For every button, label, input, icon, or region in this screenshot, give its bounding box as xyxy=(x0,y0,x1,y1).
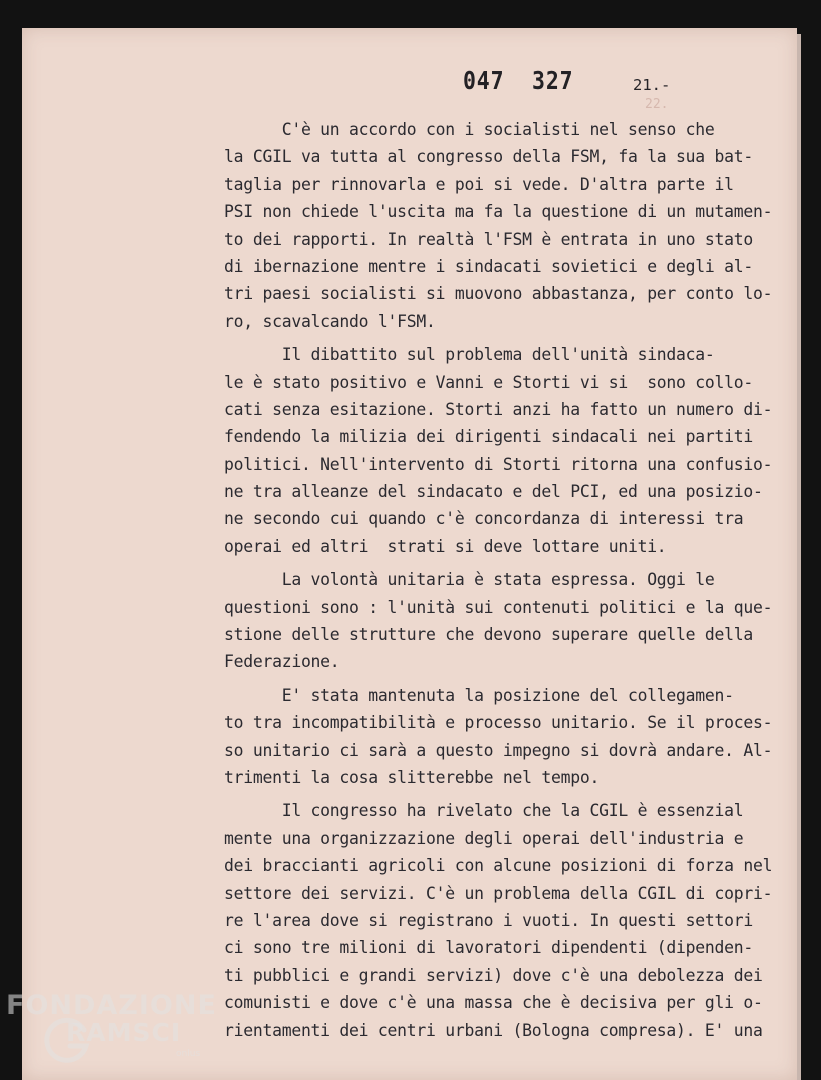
text-line: trimenti la cosa slitterebbe nel tempo. xyxy=(224,767,600,787)
text-line: di ibernazione mentre i sindacati sovietici e degli al- xyxy=(224,256,753,276)
text-line: ro, scavalcando l'FSM. xyxy=(224,311,436,331)
text-line: ci sono tre milioni di lavoratori dipendenti (dipenden- xyxy=(224,938,753,958)
text-line: ne secondo cui quando c'è concordanza di interessi tra xyxy=(224,509,744,529)
text-line: ti pubblici e grandi servizi) dove c'è una debolezza dei xyxy=(224,965,763,985)
text-line: taglia per rinnovarla e poi si vede. D'altra parte il xyxy=(224,174,734,194)
watermark-logo xyxy=(6,988,216,1078)
typewritten-body xyxy=(224,116,784,1044)
bleed-through-page-number: 22. xyxy=(645,97,669,112)
text-line: C'è un accordo con i socialisti nel senso che xyxy=(224,120,715,139)
text-line: Il dibattito sul problema dell'unità sindaca- xyxy=(224,345,715,365)
text-line: operai ed altri strati si deve lottare uniti. xyxy=(224,536,667,556)
page-edge xyxy=(797,34,801,1080)
text-line: fendendo la milizia dei dirigenti sindacali nei partiti xyxy=(224,427,753,447)
text-line: Il congresso ha rivelato che la CGIL è essenzial xyxy=(224,801,744,821)
archive-document-number: 047 327 xyxy=(463,66,574,95)
text-line: politici. Nell'intervento di Storti ritorna una confusio- xyxy=(224,454,773,474)
text-line: le è stato positivo e Vanni e Storti vi si sono collo- xyxy=(224,372,753,392)
text-line: to tra incompatibilità e processo unitario. Se il proces- xyxy=(224,713,773,733)
page-number: 21.- xyxy=(633,76,671,94)
text-line: La volontà unitaria è stata espressa. Oggi le xyxy=(224,570,715,590)
text-line: PSI non chiede l'uscita ma fa la questione di un mutamen- xyxy=(224,202,773,222)
text-line: settore dei servizi. C'è un problema della CGIL di copri- xyxy=(224,883,773,903)
watermark-line2: RAMSCI xyxy=(66,1018,182,1047)
text-line: E' stata mantenuta la posizione del collegamen- xyxy=(224,685,734,705)
text-line: tri paesi socialisti si muovono abbastanza, per conto lo- xyxy=(224,284,773,304)
text-line: re l'area dove si registrano i vuoti. In questi settori xyxy=(224,910,753,930)
text-line: to dei rapporti. In realtà l'FSM è entrata in uno stato xyxy=(224,229,753,249)
text-line: la CGIL va tutta al congresso della FSM, fa la sua bat- xyxy=(224,147,753,167)
watermark-suffix: onlus xyxy=(176,1049,201,1059)
text-line: so unitario ci sarà a questo impegno si dovrà andare. Al- xyxy=(224,740,773,760)
text-line: questioni sono : l'unità sui contenuti politici e la que- xyxy=(224,597,773,617)
text-line: comunisti e dove c'è una massa che è decisiva per gli o- xyxy=(224,993,763,1013)
text-line: cati senza esitazione. Storti anzi ha fatto un numero di- xyxy=(224,399,773,419)
text-line: stione delle strutture che devono superare quelle della xyxy=(224,625,753,645)
text-line: mente una organizzazione degli operai dell'industria e xyxy=(224,828,744,848)
watermark-line1: FONDAZIONE xyxy=(6,990,217,1021)
text-line: Federazione. xyxy=(224,652,340,672)
text-line: ne tra alleanze del sindacato e del PCI, ed una posizio- xyxy=(224,482,763,502)
text-line: rientamenti dei centri urbani (Bologna compresa). E' una xyxy=(224,1020,763,1040)
text-line: dei braccianti agricoli con alcune posizioni di forza nel xyxy=(224,856,773,876)
